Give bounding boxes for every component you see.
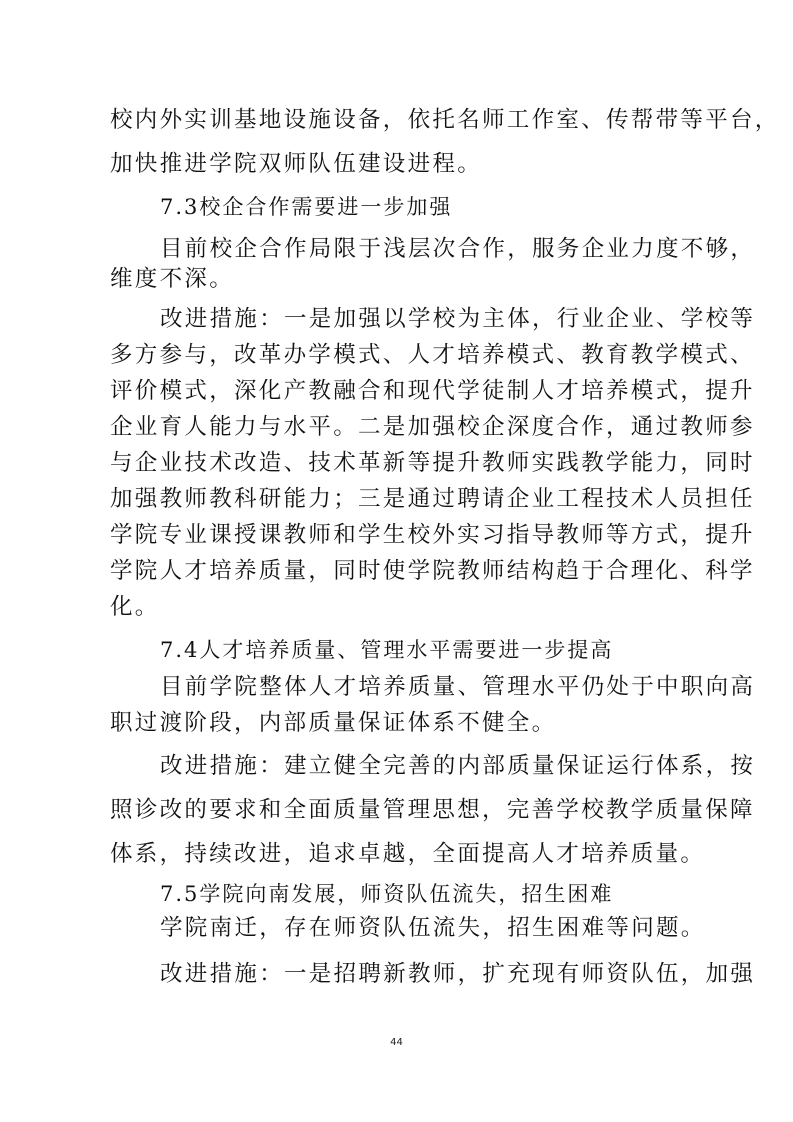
section-heading-7-5: 7.5学院向南发展，师资队伍流失，招生困难 [160,882,614,906]
body-line: 目前校企合作局限于浅层次合作，服务企业力度不够， [160,236,756,262]
body-line: 多方参与，改革办学模式、人才培养模式、教育教学模式、 [110,342,755,368]
body-line: 加强教师教科研能力；三是通过聘请企业工程技术人员担任 [110,486,755,512]
body-line: 化。 [110,594,160,620]
body-line: 维度不深。 [110,266,235,292]
body-line: 改进措施：一是加强以学校为主体，行业企业、学校等 [160,306,756,332]
body-line: 体系，持续改进，追求卓越，全面提高人才培养质量。 [110,841,706,867]
body-line: 改进措施：一是招聘新教师，扩充现有师资队伍，加强 [160,961,756,987]
body-line: 评价模式，深化产教融合和现代学徒制人才培养模式，提升 [110,378,755,404]
body-line: 与企业技术改造、技术革新等提升教师实践教学能力，同时 [110,450,755,476]
page-number: 44 [390,1037,403,1048]
body-line: 职过渡阶段，内部质量保证体系不健全。 [110,710,557,736]
body-line: 改进措施：建立健全完善的内部质量保证运行体系，按 [160,753,756,779]
section-heading-7-3: 7.3校企合作需要进一步加强 [160,195,453,219]
body-line: 学院专业课授课教师和学生校外实习指导教师等方式，提升 [110,522,755,548]
body-line: 照诊改的要求和全面质量管理思想，完善学校教学质量保障 [110,797,755,823]
body-line: 学院人才培养质量，同时使学院教师结构趋于合理化、科学 [110,558,755,584]
body-line: 学院南迁，存在师资队伍流失，招生困难等问题。 [160,915,706,941]
body-line: 企业育人能力与水平。二是加强校企深度合作，通过教师参 [110,414,755,440]
body-line: 校内外实训基地设施设备，依托名师工作室、传帮带等平台， [110,107,780,133]
body-line: 目前学院整体人才培养质量、管理水平仍处于中职向高 [160,674,756,700]
section-heading-7-4: 7.4人才培养质量、管理水平需要进一步提高 [160,638,614,662]
body-line: 加快推进学院双师队伍建设进程。 [110,151,483,177]
